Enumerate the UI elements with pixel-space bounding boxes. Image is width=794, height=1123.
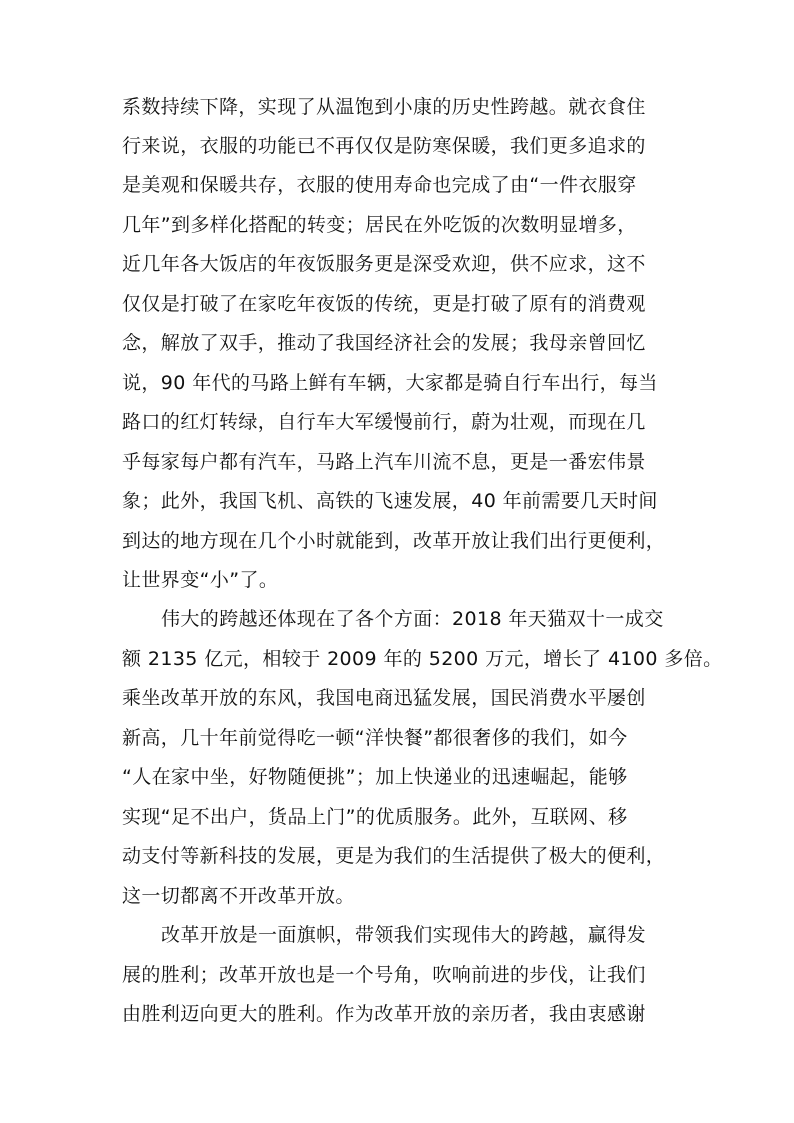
text-line: 仅仅是打破了在家吃年夜饭的传统，更是打破了原有的消费观 — [122, 293, 646, 315]
text-line: 动支付等新科技的发展，更是为我们的生活提供了极大的便利， — [122, 845, 666, 867]
text-line: 新高，几十年前觉得吃一顿“洋快餐”都很奢侈的我们，如今 — [122, 727, 628, 749]
paragraph-first-line: 伟大的跨越还体现在了各个方面：2018 年天猫双十一成交 — [161, 608, 664, 630]
text-line: 这一切都离不开改革开放。 — [122, 885, 355, 907]
text-line: 到达的地方现在几个小时就能到，改革开放让我们出行更便利， — [122, 530, 666, 552]
text-line: 近几年各大饭店的年夜饭服务更是深受欢迎，供不应求，这不 — [122, 253, 646, 275]
text-line: 路口的红灯转绿，自行车大军缓慢前行，蔚为壮观，而现在几 — [122, 411, 646, 433]
text-line: 说，90 年代的马路上鲜有车辆，大家都是骑自行车出行，每当 — [122, 372, 658, 394]
text-line: 实现“足不出户，货品上门”的优质服务。此外，互联网、移 — [122, 806, 628, 828]
text-line: 行来说，衣服的功能已不再仅仅是防寒保暖，我们更多追求的 — [122, 135, 646, 157]
text-line: 念，解放了双手，推动了我国经济社会的发展；我母亲曾回忆 — [122, 332, 646, 354]
text-line: 乎每家每户都有汽车，马路上汽车川流不息，更是一番宏伟景 — [122, 451, 646, 473]
text-line: “人在家中坐，好物随便挑”；加上快递业的迅速崛起，能够 — [122, 766, 628, 788]
text-line: 额 2135 亿元，相较于 2009 年的 5200 万元，增长了 4100 多倍。 — [122, 648, 723, 670]
text-line: 几年”到多样化搭配的转变；居民在外吃饭的次数明显增多， — [122, 214, 637, 236]
text-line: 系数持续下降，实现了从温饱到小康的历史性跨越。就衣食住 — [122, 96, 646, 118]
paragraph-first-line: 改革开放是一面旗帜，带领我们实现伟大的跨越，赢得发 — [161, 924, 647, 946]
text-line: 由胜利迈向更大的胜利。作为改革开放的亲历者，我由衷感谢 — [122, 1003, 646, 1025]
text-line: 是美观和保暖共存，衣服的使用寿命也完成了由“一件衣服穿 — [122, 174, 637, 196]
text-line: 象；此外，我国飞机、高铁的飞速发展，40 年前需要几天时间 — [122, 490, 658, 512]
text-line: 乘坐改革开放的东风，我国电商迅猛发展，国民消费水平屡创 — [122, 687, 646, 709]
text-line: 让世界变“小”了。 — [122, 569, 279, 591]
text-line: 展的胜利；改革开放也是一个号角，吹响前进的步伐，让我们 — [122, 964, 646, 986]
